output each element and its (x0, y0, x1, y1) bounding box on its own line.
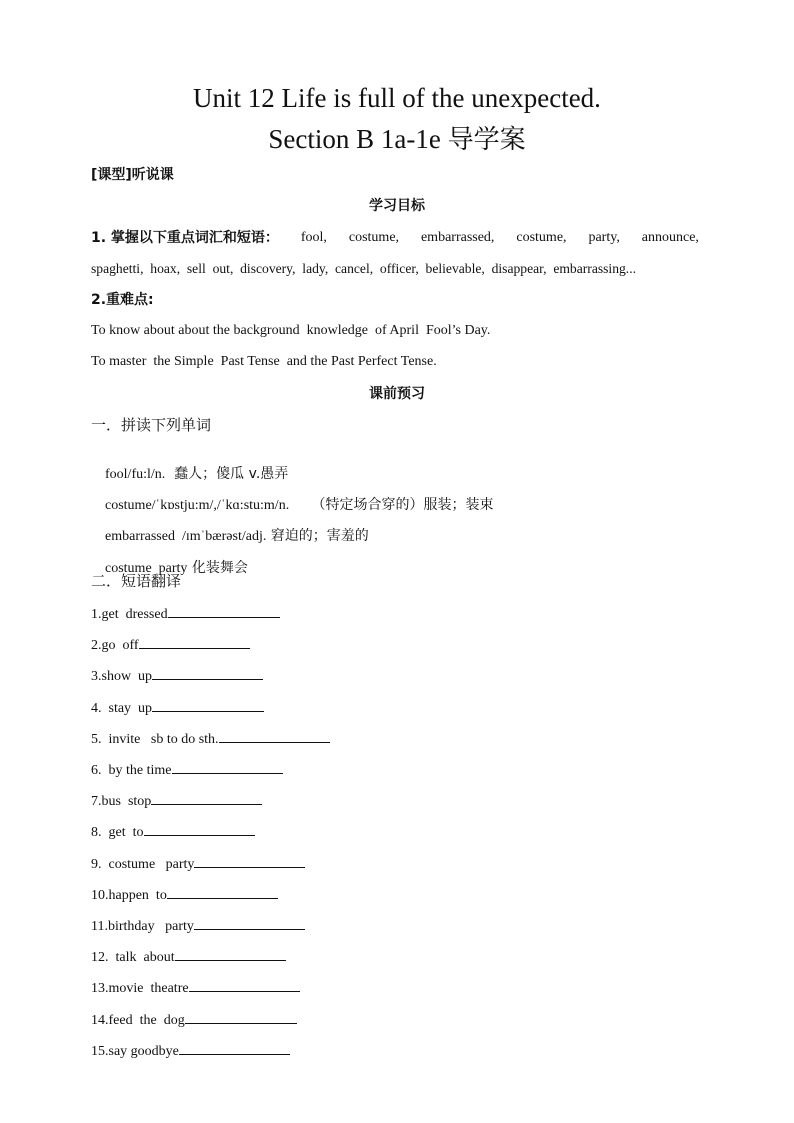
preview-heading: 课前预习 (369, 386, 425, 402)
objective-item-2-label: 2.重难点: (91, 292, 154, 308)
document-title: Unit 12 Life is full of the unexpected. (193, 83, 601, 113)
vocab-cn: （特定场合穿的）服装；装束 (289, 497, 494, 513)
phrase-row (91, 697, 264, 718)
answer-blank[interactable] (175, 946, 286, 961)
lesson-type-label: [课型] (91, 167, 132, 183)
phrase-row (91, 853, 305, 874)
phrase-text: 10.happen to (91, 888, 167, 903)
answer-blank[interactable] (219, 728, 330, 743)
phrase-text: 5. invite sb to do sth. (91, 732, 219, 747)
phrase-row (91, 915, 305, 936)
phrase-text: 8. get to (91, 825, 144, 840)
vocab-cn: 窘迫的；害羞的 (266, 528, 369, 544)
phrase-row (91, 946, 286, 967)
phrase-text: 4. stay up (91, 701, 153, 716)
vocab-en: costume/ˈkɒstju:m/,/ˈkɑ:stu:m/n. (105, 498, 290, 513)
phrase-row (91, 821, 255, 842)
phrase-row (91, 728, 330, 749)
phrase-text: 6. by the time (91, 763, 172, 778)
phrase-row (91, 977, 300, 998)
objective-item-1-label: 1. 掌握以下重点词汇和短语： (91, 230, 279, 246)
phrase-text: 2.go off (91, 638, 139, 653)
phrase-row (91, 759, 283, 780)
vocab-word: fool, (300, 230, 327, 245)
answer-blank[interactable] (151, 790, 262, 805)
lesson-type (91, 166, 174, 184)
answer-blank[interactable] (194, 915, 305, 930)
phrase-text: 13.movie theatre (91, 981, 189, 996)
phrase-row (91, 634, 250, 655)
phrase-text: 3.show up (91, 669, 153, 684)
part2-title: 二．短语翻译 (91, 572, 182, 590)
objective-item-1-line2: spaghetti, hoax, sell out, discovery, lady, cancel, officer, believable, disappear, embarrassing... (91, 261, 636, 276)
answer-blank[interactable] (168, 603, 280, 618)
answer-blank[interactable] (185, 1009, 297, 1024)
vocab-word: announce, (641, 230, 699, 245)
phrase-row (91, 790, 262, 811)
answer-blank[interactable] (189, 977, 300, 992)
objectives-heading: 学习目标 (369, 198, 425, 214)
part1-title: 一．拼读下列单词 (91, 416, 212, 434)
vocab-word: costume, (516, 230, 567, 245)
phrase-row (91, 1040, 290, 1061)
phrase-text: 14.feed the dog (91, 1013, 185, 1028)
answer-blank[interactable] (172, 759, 283, 774)
vocab-en: costume party (105, 561, 188, 576)
vocab-word: costume, (348, 230, 400, 245)
subtitle-section: Section B 1a-1e (268, 124, 448, 154)
document-subtitle (0, 124, 794, 155)
answer-blank[interactable] (179, 1040, 290, 1055)
phrase-row (91, 1009, 297, 1030)
lesson-type-value: 听说课 (131, 167, 174, 183)
phrase-text: 1.get dressed (91, 607, 168, 622)
phrase-text: 7.bus stop (91, 794, 152, 809)
objective-item-2-line1: To know about about the background knowledge of April Fool’s Day. (91, 323, 491, 338)
vocab-word: embarrassed, (420, 230, 495, 245)
answer-blank[interactable] (139, 634, 250, 649)
phrase-text: 11.birthday party (91, 919, 194, 934)
phrase-text: 9. costume party (91, 857, 195, 872)
answer-blank[interactable] (194, 853, 305, 868)
vocab-en: embarrassed /ɪmˈbærəst/adj. (105, 529, 267, 544)
objective-item-2-line2: To master the Simple Past Tense and the Past Perfect Tense. (91, 354, 437, 369)
phrase-text: 15.say goodbye (91, 1044, 179, 1059)
answer-blank[interactable] (144, 821, 255, 836)
vocab-word: party, (588, 230, 620, 245)
answer-blank[interactable] (152, 665, 263, 680)
answer-blank[interactable] (167, 884, 278, 899)
phrase-row (91, 884, 278, 905)
phrase-text: 12. talk about (91, 950, 175, 965)
vocab-en: fool/fu:l/n. (105, 467, 166, 482)
subtitle-cn: 导学案 (447, 125, 526, 155)
vocab-cn: 化装舞会 (187, 560, 248, 576)
phrase-row (91, 603, 280, 624)
answer-blank[interactable] (152, 697, 264, 712)
vocab-cn: 蠢人；傻瓜 v.愚弄 (165, 466, 289, 482)
objective-item-1-line1 (91, 229, 699, 247)
phrase-row (91, 665, 263, 686)
